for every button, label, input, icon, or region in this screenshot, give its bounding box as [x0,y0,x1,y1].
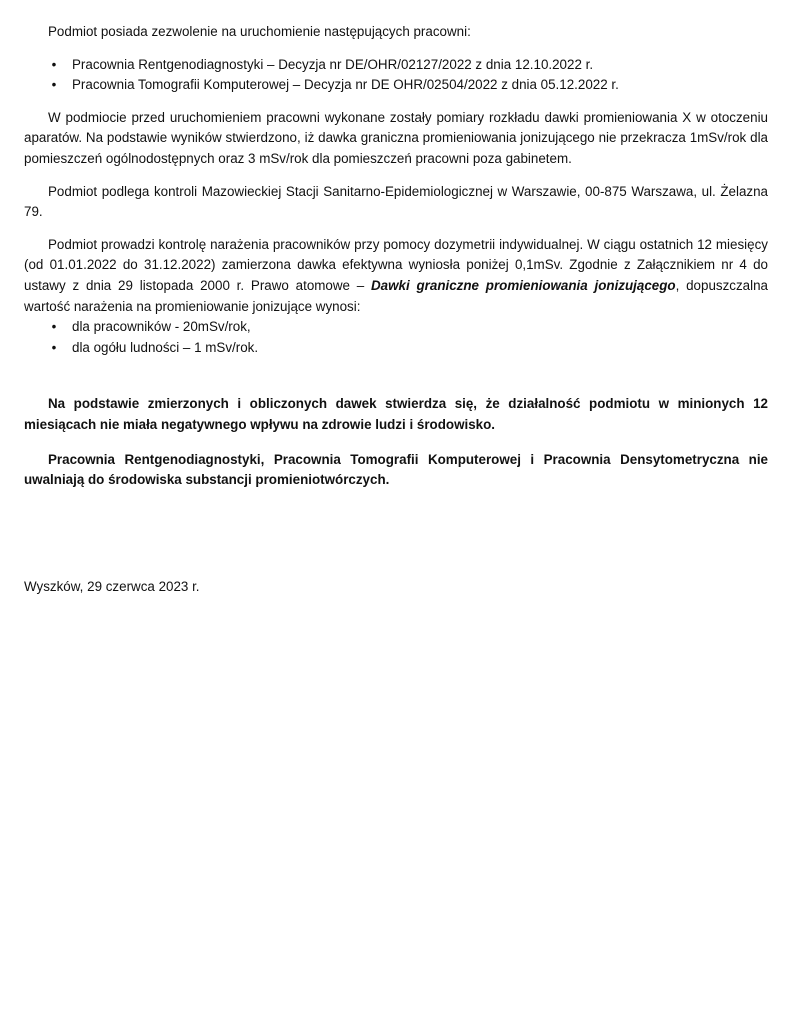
limits-list [24,317,768,358]
list-item [24,55,768,76]
conclusion-paragraph: Na podstawie zmierzonych i obliczonych dawek stwierdza się, że działalność podmiotu w minionych 12 miesiącach nie miała negatywnego wpływu na zdrowie ludzi i środowisko. [24,396,768,432]
bullet-icon: • [51,319,57,335]
place-date: Wyszków, 29 czerwca 2023 r. [24,579,200,594]
exposure-text-end: , dopuszczalna wartość narażenia na promieniowanie jonizujące wynosi: [24,277,769,314]
permits-list [24,55,768,96]
exposure-text: Podmiot prowadzi kontrolę narażenia pracowników przy pomocy dozymetrii indywidualnej. W ciągu ostatnich 12 miesięcy (od 01.01.2022 do 31.12.2022) zamierzona dawka efektywna wyniosła poniżej 0,1mSv. Zgodnie z Załącznikiem nr 4 do ustawy z dnia 29 listopada 2000 r. Prawo atomowe – [24,236,768,293]
limit-text: dla ogółu ludności – 1 mSv/rok. [72,339,259,355]
limit-text: dla pracowników - 20mSv/rok, [72,319,251,335]
exposure-paragraph [24,235,768,317]
supervision-paragraph: Podmiot podlega kontroli Mazowieckiej Stacji Sanitarno-Epidemiologicznej w Warszawie, 00-875 Warszawa, ul. Żelazna 79. [24,183,768,220]
list-item [24,317,768,338]
permit-text: Pracownia Rentgenodiagnostyki – Decyzja nr DE/OHR/02127/2022 z dnia 12.10.2022 r. [72,56,594,72]
intro-paragraph: Podmiot posiada zezwolenie na uruchomienie następujących pracowni: [48,24,471,39]
exposure-emphasis: Dawki graniczne promieniowania jonizującego [371,277,676,293]
bullet-icon: • [51,77,57,93]
document-page [24,22,768,491]
conclusion-paragraph-2: Pracownia Rentgenodiagnostyki, Pracownia Tomografii Komputerowej i Pracownia Densytometryczna nie uwalniają do środowiska substancji promieniotwórczych. [24,451,768,488]
list-item [24,75,768,96]
bullet-icon: • [51,339,57,355]
bullet-icon: • [51,56,57,72]
permit-text: Pracownia Tomografii Komputerowej – Decyzja nr DE OHR/02504/2022 z dnia 05.12.2022 r. [72,77,619,93]
measurements-paragraph: W podmiocie przed uruchomieniem pracowni wykonane zostały pomiary rozkładu dawki promieniowania X w otoczeniu aparatów. Na podstawie wyników stwierdzono, iż dawka graniczna promieniowania jonizującego nie przekracza 1mSv/rok dla pomieszczeń ogólnodostępnych oraz 3 mSv/rok dla pomieszczeń pracowni poza gabinetem. [24,109,768,166]
list-item [24,338,768,359]
